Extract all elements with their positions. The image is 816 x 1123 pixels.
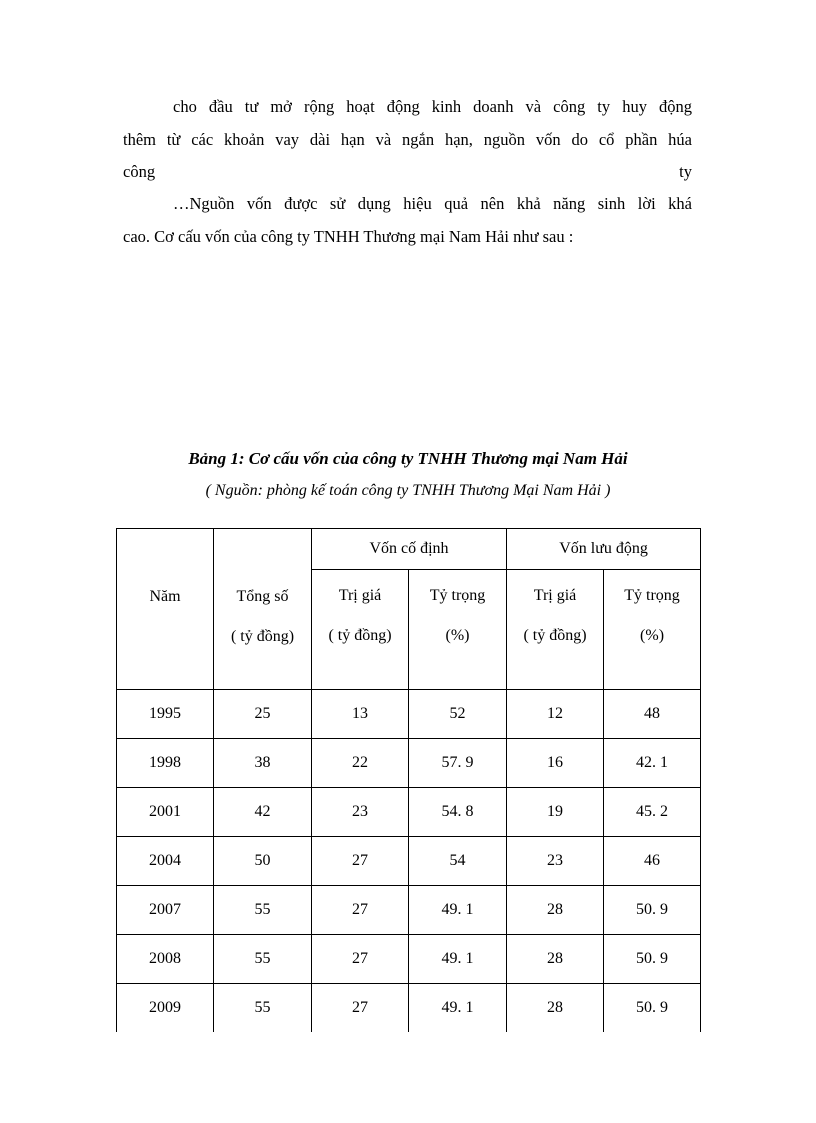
cell-fixed-value: 27 — [312, 837, 409, 886]
header-working-value — [507, 570, 604, 690]
table-row — [117, 935, 701, 984]
cell-working-share: 50. 9 — [604, 984, 701, 1033]
cell-fixed-value: 27 — [312, 935, 409, 984]
cell-working-value: 16 — [507, 739, 604, 788]
cell-working-share: 42. 1 — [604, 739, 701, 788]
cell-total: 55 — [214, 984, 312, 1033]
header-fixed-share — [409, 570, 507, 690]
paragraph-word: công — [123, 162, 156, 181]
cell-year: 2008 — [117, 935, 214, 984]
cell-working-share: 48 — [604, 690, 701, 739]
cell-fixed-share: 54. 8 — [409, 788, 507, 837]
cell-working-share: 50. 9 — [604, 886, 701, 935]
cell-working-value: 23 — [507, 837, 604, 886]
cell-total: 50 — [214, 837, 312, 886]
table-source: ( Nguồn: phòng kế toán công ty TNHH Thương Mại Nam Hải ) — [205, 482, 611, 499]
table-title: Bảng 1: Cơ cấu vốn của công ty TNHH Thương mại Nam Hải — [188, 449, 628, 468]
cell-total: 25 — [214, 690, 312, 739]
cell-working-value: 28 — [507, 886, 604, 935]
intro-paragraph — [123, 91, 692, 189]
cell-working-value: 12 — [507, 690, 604, 739]
table-row — [117, 690, 701, 739]
paragraph-word: ty — [679, 162, 692, 181]
cell-year: 2004 — [117, 837, 214, 886]
cell-total: 38 — [214, 739, 312, 788]
cell-working-value: 19 — [507, 788, 604, 837]
table-row — [117, 837, 701, 886]
header-share-unit: (%) — [445, 627, 470, 644]
header-value-unit: ( tỷ đồng) — [523, 627, 587, 644]
header-working-share — [604, 570, 701, 690]
cell-year: 2007 — [117, 886, 214, 935]
cell-fixed-share: 49. 1 — [409, 984, 507, 1033]
cell-year: 1995 — [117, 690, 214, 739]
header-year-label: Năm — [149, 588, 181, 605]
table-row — [117, 984, 701, 1033]
cell-working-share: 45. 2 — [604, 788, 701, 837]
paragraph-line — [123, 156, 692, 189]
header-total — [214, 529, 312, 690]
header-value-label: Trị giá — [338, 587, 382, 604]
header-share-label: Tỷ trọng — [429, 587, 486, 604]
cell-fixed-share: 57. 9 — [409, 739, 507, 788]
header-value-unit: ( tỷ đồng) — [328, 627, 392, 644]
header-value-label: Trị giá — [533, 587, 577, 604]
header-fixed-capital: Vốn cố định — [312, 529, 507, 570]
header-working-capital: Vốn lưu động — [507, 529, 701, 570]
table-row — [117, 739, 701, 788]
paragraph-line: cao. Cơ cấu vốn của công ty TNHH Thương mại Nam Hải như sau : — [123, 226, 574, 246]
cell-year: 1998 — [117, 739, 214, 788]
cell-year: 2001 — [117, 788, 214, 837]
cell-working-value: 28 — [507, 935, 604, 984]
header-total-unit: ( tỷ đồng) — [230, 628, 295, 645]
table-row — [117, 788, 701, 837]
cell-working-share: 46 — [604, 837, 701, 886]
header-share-unit: (%) — [640, 627, 665, 644]
table-row — [117, 886, 701, 935]
capital-structure-table — [116, 528, 701, 1032]
header-fixed-value — [312, 570, 409, 690]
cell-fixed-share: 49. 1 — [409, 886, 507, 935]
cell-total: 55 — [214, 935, 312, 984]
paragraph-line: …Nguồn vốn được sử dụng hiệu quả nên khả năng sinh lời khá — [173, 194, 692, 213]
header-year — [117, 529, 214, 690]
cell-fixed-share: 49. 1 — [409, 935, 507, 984]
cell-fixed-share: 52 — [409, 690, 507, 739]
capital-paragraph — [123, 188, 692, 253]
cell-working-value: 28 — [507, 984, 604, 1033]
cell-fixed-value: 27 — [312, 886, 409, 935]
cell-year: 2009 — [117, 984, 214, 1033]
paragraph-line: cho đầu tư mở rộng hoạt động kinh doanh và công ty huy động — [173, 97, 692, 116]
cell-fixed-value: 27 — [312, 984, 409, 1033]
header-total-label: Tổng số — [236, 588, 289, 605]
cell-total: 42 — [214, 788, 312, 837]
cell-fixed-value: 13 — [312, 690, 409, 739]
header-share-label: Tỷ trọng — [624, 587, 680, 604]
cell-fixed-value: 22 — [312, 739, 409, 788]
cell-working-share: 50. 9 — [604, 935, 701, 984]
cell-fixed-value: 23 — [312, 788, 409, 837]
paragraph-line: thêm từ các khoản vay dài hạn và ngắn hạn, nguồn vốn do cổ phần húa — [123, 129, 692, 149]
cell-total: 55 — [214, 886, 312, 935]
cell-fixed-share: 54 — [409, 837, 507, 886]
